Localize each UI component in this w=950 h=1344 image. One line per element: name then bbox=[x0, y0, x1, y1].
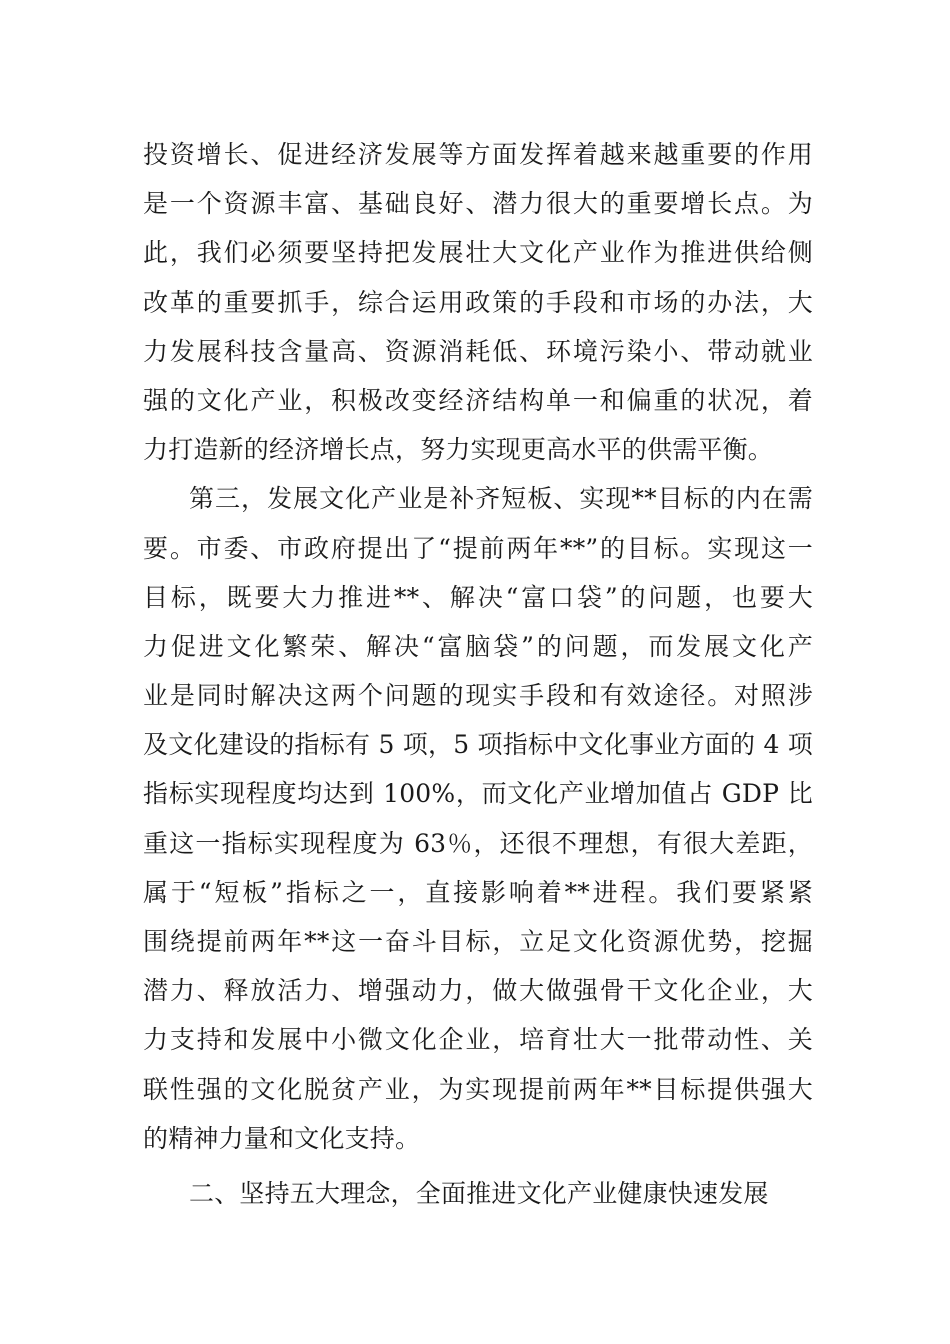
text-line: 的精神力量和文化支持。 bbox=[143, 1123, 421, 1153]
text-line: 力发展科技含量高、资源消耗低、环境污染小、带动就业 bbox=[143, 336, 813, 366]
text-line: 改革的重要抓手，综合运用政策的手段和市场的办法，大 bbox=[143, 287, 813, 317]
text-line: 力打造新的经济增长点，努力实现更高水平的供需平衡。 bbox=[143, 435, 774, 465]
text-line: 力支持和发展中小微文化企业，培育壮大一批带动性、关 bbox=[143, 1025, 813, 1055]
text-line: 是一个资源丰富、基础良好、潜力很大的重要增长点。为 bbox=[143, 189, 813, 219]
heading-line: 二、坚持五大理念，全面推进文化产业健康快速发展 bbox=[189, 1178, 769, 1208]
text-line: 投资增长、促进经济发展等方面发挥着越来越重要的作用 bbox=[143, 140, 813, 169]
text-line: 潜力、释放活力、增强动力，做大做强骨干文化企业，大 bbox=[143, 976, 813, 1006]
text-line: 此，我们必须要坚持把发展壮大文化产业作为推进供给侧 bbox=[143, 238, 813, 268]
section-heading bbox=[143, 1169, 813, 1218]
text-line: 围绕提前两年**这一奋斗目标，立足文化资源优势，挖掘 bbox=[143, 927, 813, 956]
document-body bbox=[143, 130, 813, 1218]
paragraph-2 bbox=[143, 474, 813, 1163]
text-line: 强的文化产业，积极改变经济结构单一和偏重的状况，着 bbox=[143, 385, 813, 415]
text-line: 第三，发展文化产业是补齐短板、实现**目标的内在需 bbox=[189, 484, 813, 514]
text-line: 及文化建设的指标有 5 项，5 项指标中文化事业方面的 4 项 bbox=[143, 730, 813, 760]
text-line: 重这一指标实现程度为 63％，还很不理想，有很大差距， bbox=[143, 828, 813, 858]
text-line: 力促进文化繁荣、解决“富脑袋”的问题，而发展文化产 bbox=[143, 631, 813, 661]
text-line: 要。市委、市政府提出了“提前两年**”的目标。实现这一 bbox=[143, 533, 813, 563]
text-line: 目标，既要大力推进**、解决“富口袋”的问题，也要大 bbox=[143, 582, 813, 612]
paragraph-1 bbox=[143, 130, 813, 474]
text-line: 业是同时解决这两个问题的现实手段和有效途径。对照涉 bbox=[143, 681, 813, 711]
text-line: 指标实现程度均达到 100%，而文化产业增加值占 GDP 比 bbox=[143, 779, 813, 809]
text-line: 联性强的文化脱贫产业，为实现提前两年**目标提供强大 bbox=[143, 1074, 813, 1104]
text-line: 属于“短板”指标之一，直接影响着**进程。我们要紧紧 bbox=[143, 877, 813, 907]
